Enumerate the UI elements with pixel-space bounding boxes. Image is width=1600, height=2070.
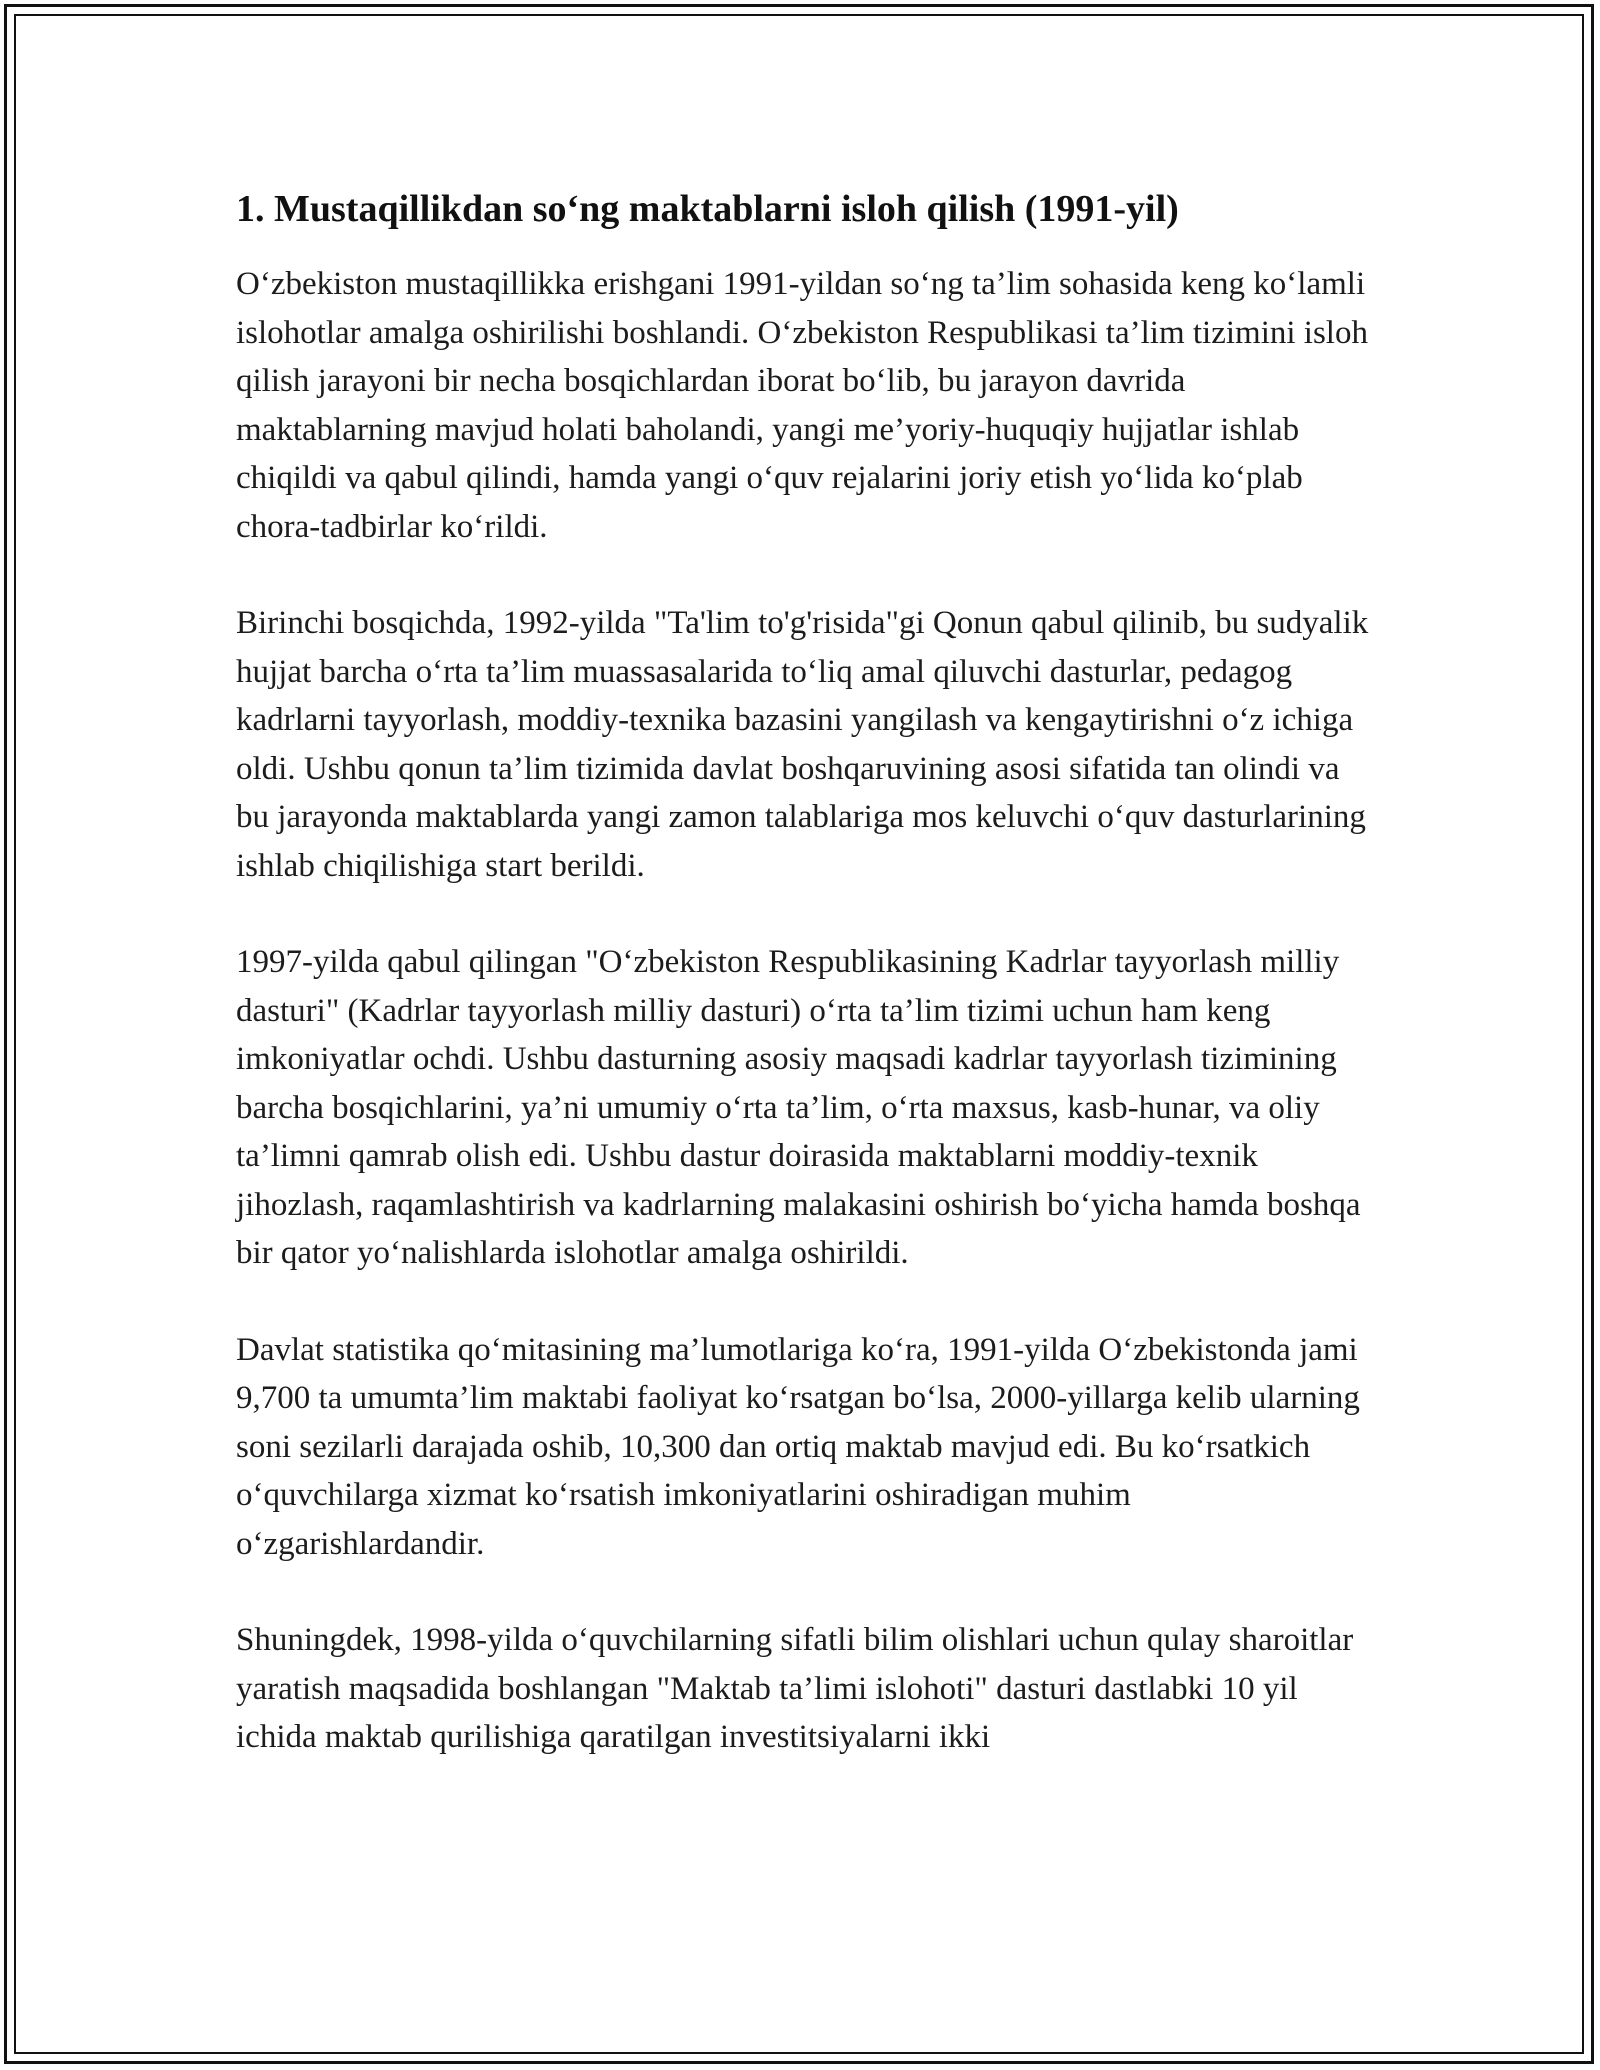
paragraph-4: Davlat statistika qo‘mitasining ma’lumotlariga ko‘ra, 1991-yilda O‘zbekistonda jami 9,700 ta umumta’lim maktabi faoliyat ko‘rsatgan bo‘lsa, 2000-yillarga kelib ularning soni sezilarli darajada oshib, 10,300 dan ortiq maktab mavjud edi. Bu ko‘rsatkich o‘quvchilarga xizmat ko‘rsatish imkoniyatlarini oshiradigan muhim o‘zgarishlardandir. — [236, 1331, 1360, 1562]
document-body — [236, 186, 1376, 1810]
section-heading: 1. Mustaqillikdan so‘ng maktablarni isloh qilish (1991-yil) — [236, 188, 1179, 230]
paragraph-2: Birinchi bosqichda, 1992-yilda "Ta'lim to'g'risida"gi Qonun qabul qilinib, bu sudyalik hujjat barcha o‘rta ta’lim muassasalarida to‘liq amal qiluvchi dasturlar, pedagog kadrlarni tayyorlash, moddiy-texnika bazasini yangilash va kengaytirishni o‘z ichiga oldi. Ushbu qonun ta’lim tizimida davlat boshqaruvining asosi sifatida tan olindi va bu jarayonda maktablarda yangi zamon talablariga mos keluvchi o‘quv dasturlarining ishlab chiqilishiga start berildi. — [236, 605, 1369, 884]
paragraph-3: 1997-yilda qabul qilingan "O‘zbekiston Respublikasining Kadrlar tayyorlash milliy dasturi" (Kadrlar tayyorlash milliy dasturi) o‘rta ta’lim tizimi uchun ham keng imkoniyatlar ochdi. Ushbu dasturning asosiy maqsadi kadrlar tayyorlash tizimining barcha bosqichlarini, ya’ni umumiy o‘rta ta’lim, o‘rta maxsus, kasb-hunar, va oliy ta’limni qamrab olish edi. Ushbu dastur doirasida maktablarni moddiy-texnik jihozlash, raqamlashtirish va kadrlarning malakasini oshirish bo‘yicha hamda boshqa bir qator yo‘nalishlarda islohotlar amalga oshirildi. — [236, 944, 1361, 1271]
paragraph-1: O‘zbekiston mustaqillikka erishgani 1991-yildan so‘ng ta’lim sohasida keng ko‘lamli islohotlar amalga oshirilishi boshlandi. O‘zbekiston Respublikasi ta’lim tizimini isloh qilish jarayoni bir necha bosqichlardan iborat bo‘lib, bu jarayon davrida maktablarning mavjud holati baholandi, yangi me’yoriy-huquqiy hujjatlar ishlab chiqildi va qabul qilindi, hamda yangi o‘quv rejalarini joriy etish yo‘lida ko‘plab chora-tadbirlar ko‘rildi. — [236, 266, 1368, 545]
paragraph-5: Shuningdek, 1998-yilda o‘quvchilarning sifatli bilim olishlari uchun qulay sharoitlar yaratish maqsadida boshlangan "Maktab ta’limi islohoti" dasturi dastlabki 10 yil ichida maktab qurilishiga qaratilgan investitsiyalarni ikki — [236, 1622, 1354, 1755]
